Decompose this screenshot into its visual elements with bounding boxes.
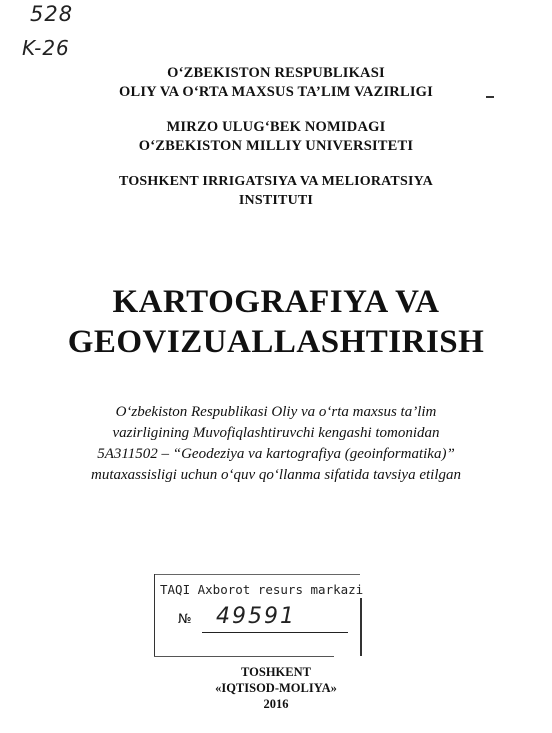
stamp-frame-bottom (154, 656, 334, 657)
stamp-organization: TAQI Axborot resurs markazi (160, 582, 364, 597)
ministry-line-1: O‘ZBEKISTON RESPUBLIKASI (167, 65, 385, 81)
approval-line-2: vazirligining Muvofiqlashtiruvchi kengashi tomonidan (112, 425, 440, 441)
institute-line-1: TOSHKENT IRRIGATSIYA VA MELIORATSIYA (119, 174, 433, 189)
stamp-number-label: № (178, 612, 192, 627)
handwritten-shelf-code: 528 (30, 2, 74, 26)
approval-statement (0, 402, 552, 486)
imprint-year: 2016 (263, 697, 289, 711)
book-title-line-2: GEOVIZUALLASHTIRISH (67, 324, 485, 360)
imprint-city: TOSHKENT (241, 665, 311, 679)
institute-line-2: INSTITUTI (238, 193, 314, 208)
book-title (0, 282, 552, 362)
stamp-frame-left (154, 574, 155, 656)
ministry-line-2: OLIY VA O‘RTA MAXSUS TA’LIM VAZIRLIGI (118, 84, 434, 100)
ministry-header (0, 64, 552, 102)
stamp-inventory-number: 49591 (216, 604, 296, 629)
approval-line-1: O‘zbekiston Respublikasi Oliy va o‘rta maxsus ta’lim (115, 404, 437, 420)
approval-line-3: 5A311502 – “Geodeziya va kartografiya (geoinformatika)” (97, 446, 455, 462)
book-title-line-1: KARTOGRAFIYA VA (112, 284, 440, 320)
handwritten-classification-code: K-26 (22, 36, 70, 60)
library-stamp (150, 572, 364, 658)
university-header (0, 118, 552, 156)
stamp-frame-top (154, 574, 360, 575)
university-line-1: MIRZO ULUG‘BEK NOMIDAGI (166, 119, 386, 135)
publication-imprint (0, 664, 552, 712)
university-line-2: O‘ZBEKISTON MILLIY UNIVERSITETI (138, 138, 414, 154)
stamp-number-underline (202, 632, 348, 633)
stamp-frame-right (360, 598, 362, 656)
approval-line-4: mutaxassisligi uchun o‘quv qo‘llanma sifatida tavsiya etilgan (91, 467, 461, 483)
imprint-publisher: «IQTISOD-MOLIYA» (215, 681, 337, 695)
institute-header (0, 172, 552, 210)
